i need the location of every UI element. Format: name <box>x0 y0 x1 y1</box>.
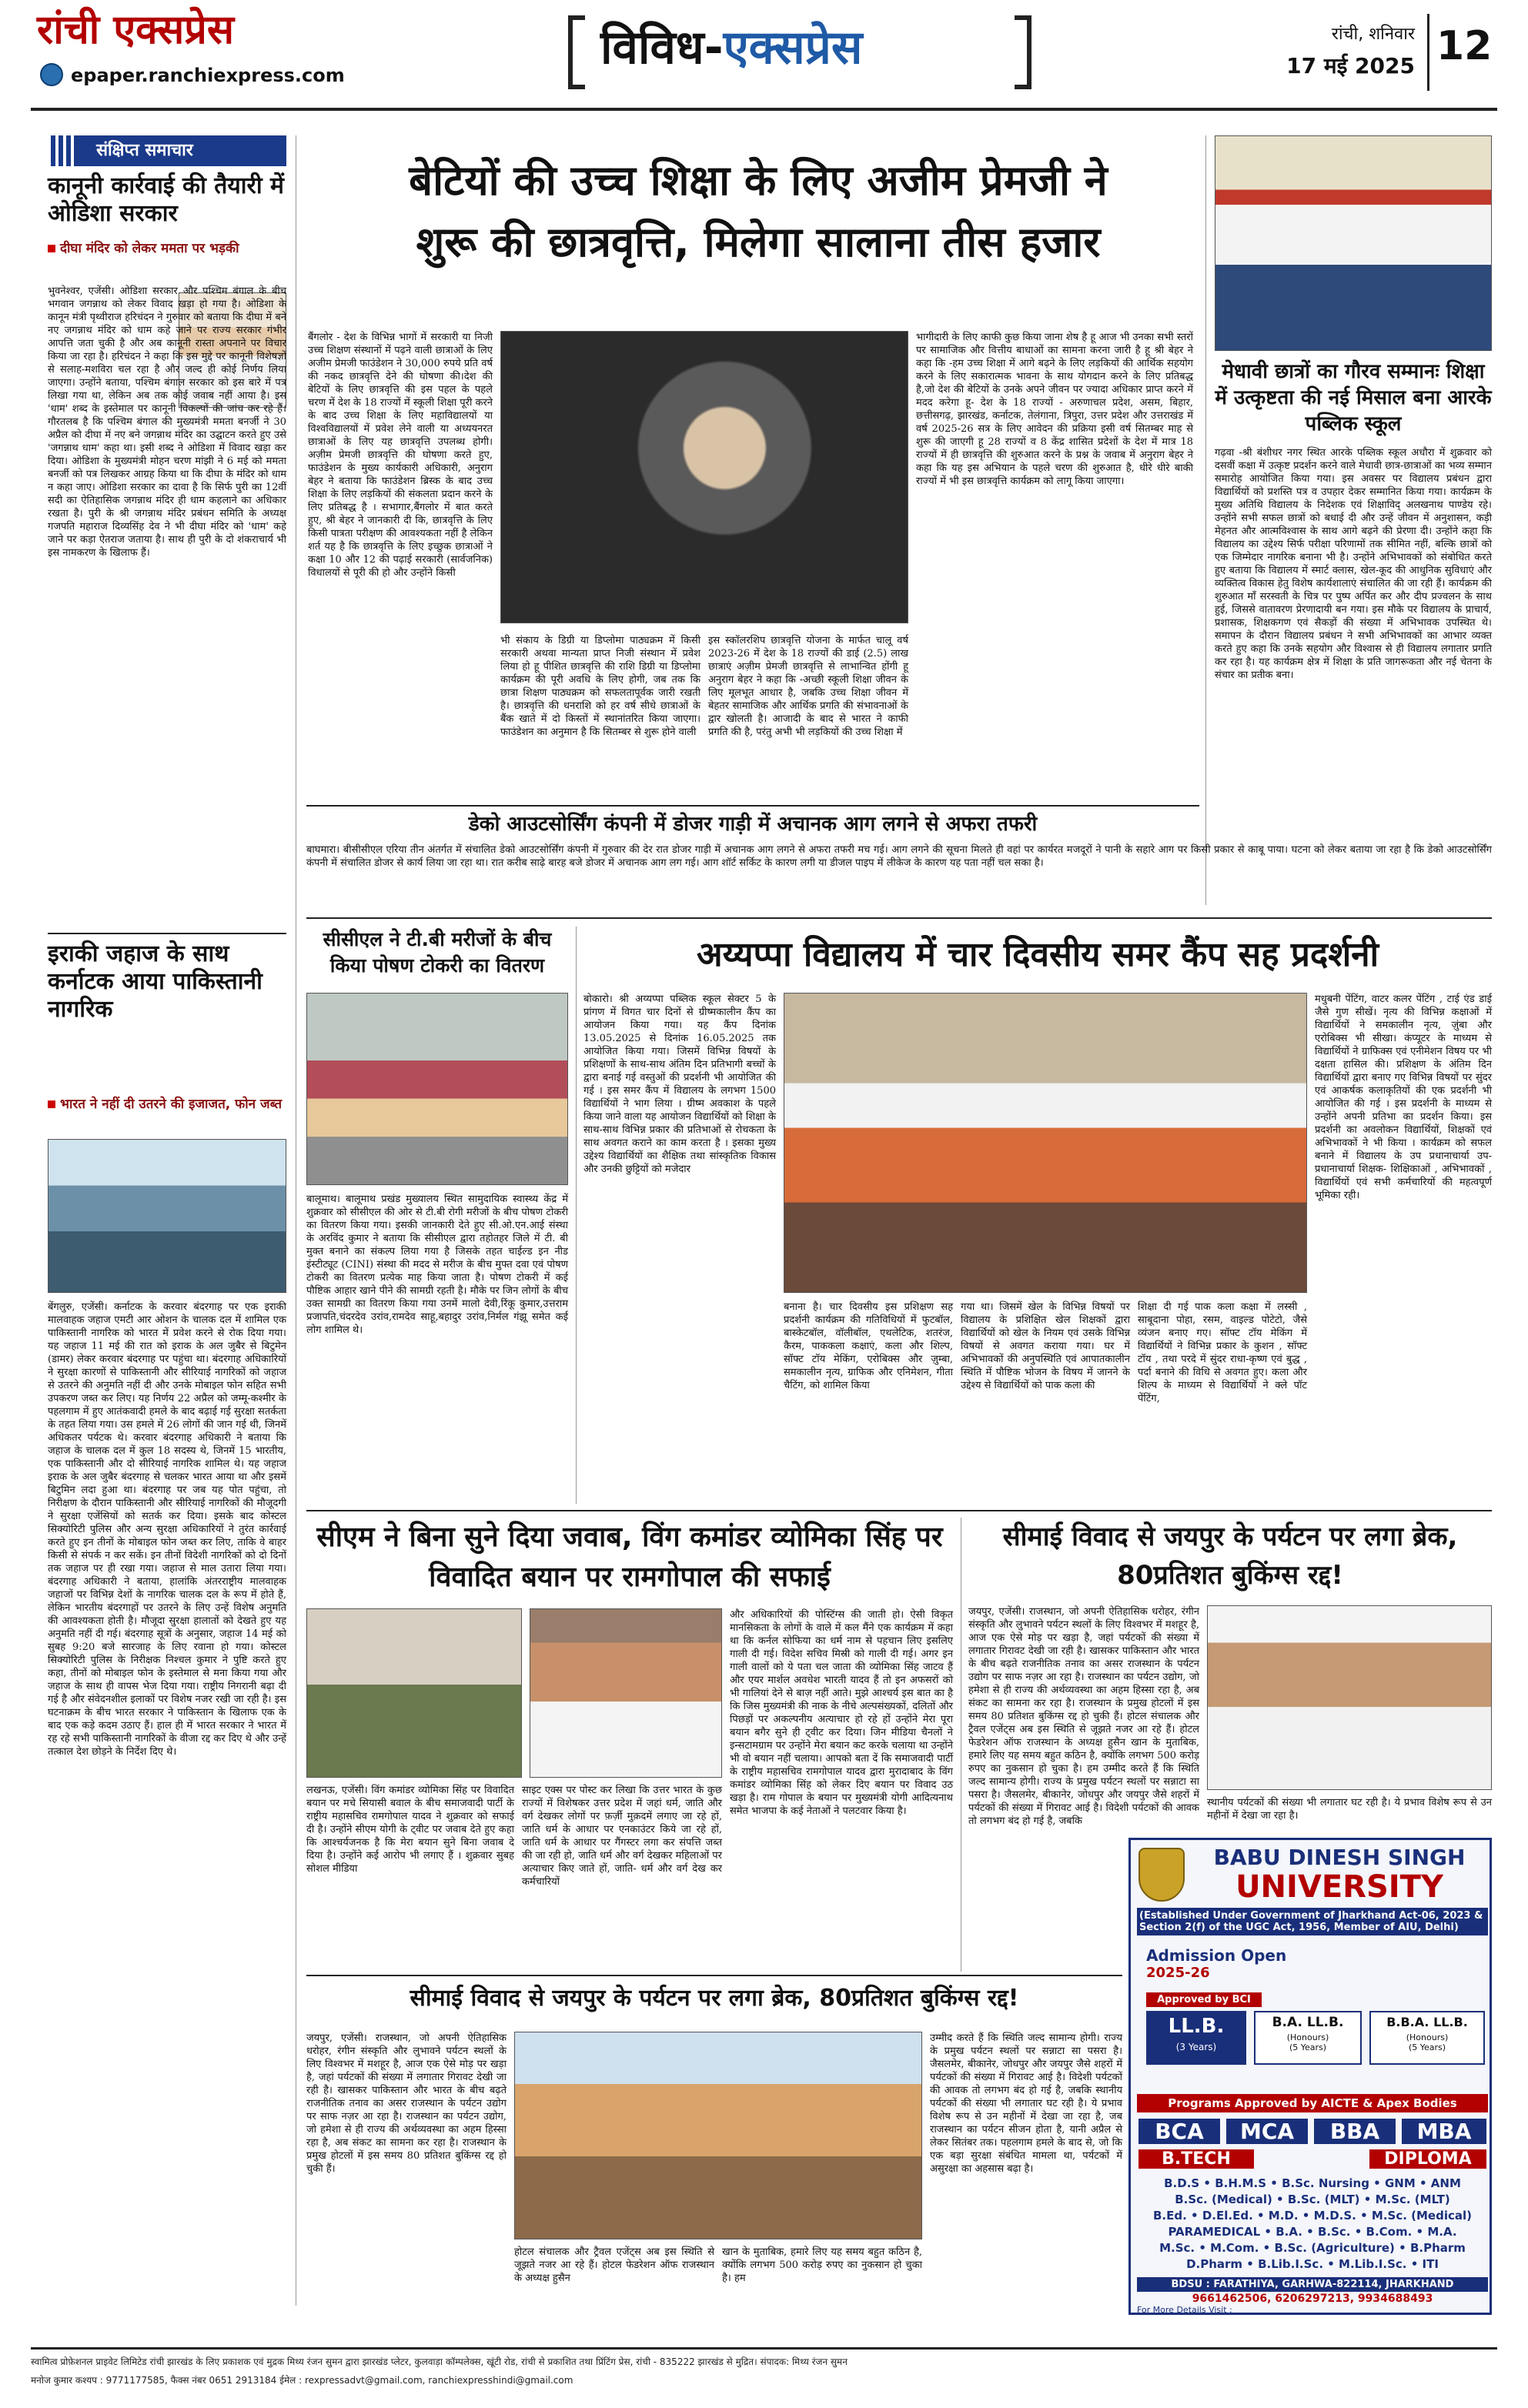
section-prefix: विविध- <box>600 21 724 75</box>
vyomika-column-2: साइट एक्स पर पोस्ट कर लिखा कि उत्तर भारत के कुछ राज्यों में विशेषकर उत्तर प्रदेश में जहां धर्म, जाति और वर्ग देखकर लोगों पर फ़र्ज़ी मुक़दमें लगाए जा रहे हों, जाति धर्म के आधार पर एनकाउंटर किये जा रहे हों, जाति धर्म के आधार पर गैंगस्टर लगा कर संपत्ति जब्त की जा रही हो, जाति धर्म और वर्ग देखकर महिलाओं पर अत्याचार किए जाते हों, जाति- धर्म और वर्ग देख कर कर्मचारियों <box>522 1785 726 1888</box>
ayyappa-column-1: बोकारो। श्री अय्यप्पा पब्लिक स्कूल सेक्टर 5 के प्रांगण में विगत चार दिनों से ग्रीष्मकालीन कैंप का आयोजन किया गया। यह कैंप दिनांक 13.05.2025 से दिनांक 16.05.2025 तक आयोजित किया गया। जिसमें विभिन्न विषयों के प्रशिक्षणों के साथ-साथ अंतिम दिन प्रतिभागी बच्चों के द्वारा बनाई गई वस्तुओं की प्रदर्शनी भी आयोजित की गई । इस समर कैंप में विद्यालय के लगभग 1500 विद्यार्थियों ने भाग लिया । ग्रीष्म अवकाश के पहले किया जाने वाला यह आयोजन विद्यार्थियों को शिक्षा के साथ-साथ विभिन्न प्रकार की प्रतिभाओं से रोचकता के साथ अवगत कराने का काम करता है । इसका मुख्य उद्देश्य विद्यार्थियों का शैक्षिक तथा सांस्कृतिक विकास और उनकी छुट्टियों को मजेदार <box>583 994 780 1175</box>
vyomika-column-1: लखनऊ, एजेंसी। विंग कमांडर व्योमिका सिंह पर विवादित बयान पर मचे सियासी बवाल के बीच समाजवादी पार्टी के राष्ट्रीय महासचिव रामगोपाल यादव ने शुक्रवार को सफाई दी है। उन्होंने सीएम योगी के ट्वीट पर जवाब देते हुए कहा कि आश्चर्यजनक है कि मेरा बयान सुने बिना जवाब दे दिया है। उन्होंने कई आरोप भी लगाए हैं । शुक्रवार सुबह सोशल मीडिया <box>306 1785 518 1875</box>
ayyappa-column-4: शिक्षा दी गई पाक कला कक्षा में लस्सी , साबूदाना पोहा, रसम, वाइल्ड पोटेटो, जैसे व्यंजन बनाए गए। सॉफ्ट टॉय मेकिंग में विद्यार्थियों ने विभिन्न प्रकार के कुशन , सॉफ्ट टॉय , तथा परदे में सुंदर राधा-कृष्ण एवं बुद्ध , पर्दा बनाने की विधि से अवगत हुए। कला और शिल्प के माध्यम से विद्यार्थियों ने क्ले पॉट पेंटिंग, <box>1138 1301 1311 1404</box>
ballb-honours: (Honours) <box>1286 2032 1329 2042</box>
university-crest-icon <box>1138 1848 1185 1902</box>
rk-school-body: गढ़वा -श्री बंशीधर नगर स्थित आरके पब्लिक स्कूल अधौरा में शुक्रवार को दसवीं कक्षा में उत्कृष्ट प्रदर्शन करने वाले मेधावी छात्र-छात्राओं का भव्य सम्मान समारोह आयोजित किया गया। इस अवसर पर विद्यालय प्रबंधन द्वारा विद्यार्थियों को प्रशस्ति पत्र व उपहार देकर सम्मानित किया गया। कार्यक्रम के मुख्य अतिथि विद्यालय के निदेशक एवं शिक्षाविद् अलखनाथ पाण्डेय रहे। उन्होंने सभी सफल छात्रों को बधाई दी और उन्हें जीवन में अनुशासन, कड़ी मेहनत और आत्मविश्वास के साथ आगे बढ़ने की प्रेरणा दी। उन्होंने कहा कि विद्यालय का उद्देश्य सिर्फ परीक्षा परिणामों तक सीमित नहीं, बल्कि छात्रों को एक जिम्मेदार नागरिक बनाना भी है। उन्होंने अभिभावकों को संबोधित करते हुए बताया कि विद्यालय में स्मार्ट क्लास, खेल-कूद की आधुनिक सुविधाएं और व्यक्तित्व विकास हेतु विशेष कार्यशालाएं संचालित की जा रही हैं। कार्यक्रम की शुरुआत माँ सरस्वती के चित्र पर पुष्प अर्पित कर और दीप प्रज्वलन के साथ हुई, जिससे वातावरण प्रेरणादायी बन गया। इस मौके पर विद्यालय के प्राचार्य, प्रशासक, शिक्षकगण एवं सैकड़ों की संख्या में अभिभावक उपस्थित थे। समापन के दौरान विद्यालय प्रबंधन ने सभी अभिभावकों का आभार व्यक्त करते हुए कहा कि उनके सहयोग और विश्वास से ही विद्यालय लगातार प्रगति कर रहा है। यह कार्यक्रम क्षेत्र में शिक्षा के प्रति जागरूकता और नई चेतना के संचार का प्रतीक बना। <box>1215 447 1496 681</box>
ayyappa-column-5: मधुबनी पेंटिंग, वाटर कलर पेंटिंग , टाई एंड डाई जैसे गुण सीखें। नृत्य की विभिन्न कक्षाओं में विद्यार्थियों ने समकालीन नृत्य, ज़ुंबा और एरोबिक्स भी सीखा। कंप्यूटर के माध्यम से विद्यार्थियों ने ग्राफिक्स एवं एनीमेशन विषय पर भी दक्षता हासिल की। प्रशिक्षण के अंतिम दिन विद्यार्थियों द्वारा बनाए गए विभिन्न विषयों पर सुंदर एवं आकर्षक कलाकृतियों की एक प्रदर्शनी भी आयोजित की गई । इस प्रदर्शनी के माध्यम से उन्होंने अपनी प्रतिभा का प्रदर्शन किया। इस प्रदर्शनी का अवलोकन विद्यार्थियों, शिक्षकों एवं अभिभावकों ने भी किया । कार्यक्रम को सफल बनाने में विद्यालय के उप प्रधानाचार्या उप-प्रधानाचार्या शिक्षक- शिक्षिकाओं , अभिभावकों , विद्यार्थियों एवं सभी कर्मचारियों की महत्वपूर्ण भूमिका रही। <box>1315 994 1496 1201</box>
ballb-years: (5 Years) <box>1289 2042 1327 2052</box>
dateline-date: 17 मई 2025 <box>1286 53 1415 78</box>
epaper-url[interactable]: epaper.ranchiexpress.com <box>71 65 345 86</box>
fire-headline: डेको आउटसोर्सिंग कंपनी में डोजर गाड़ी में अचानक आग लगने से अफरा तफरी <box>468 813 1038 836</box>
program-mca: MCA <box>1226 2119 1308 2144</box>
page-number-divider <box>1427 14 1429 91</box>
simai-bottom-photo <box>514 2032 922 2239</box>
section-name: एक्सप्रेस <box>723 21 863 75</box>
lead-headline-line2: शुरू की छात्रवृत्ति, मिलेगा सालाना तीस हजार <box>416 218 1101 266</box>
simai-right-body: जयपुर, एजेंसी। राजस्थान, जो अपनी ऐतिहासिक धरोहर, रंगीन संस्कृति और लुभावने पर्यटन स्थलों के लिए विश्वभर में मशहूर है, आज एक ऐसे मोड़ पर खड़ा है, जहां पर्यटकों की संख्या में लगातार गिरावट देखी जा रही है। खासकर पाकिस्तान और भारत के बीच बढ़ते राजनीतिक तनाव का असर राजस्थान के पर्यटन उद्योग पर साफ नज़र आ रहा है। राजस्थान का पर्यटन उद्योग, जो हमेशा से ही राज्य की अर्थव्यवस्था का अहम हिस्सा रहा है, अब संकट का सामना कर रहा है। राजस्थान के प्रमुख होटलों में इस समय 80 प्रतिशत बुकिंग्स रद्द हो चुकी हैं। होटल संचालक और ट्रैवल एजेंट्स अब इस स्थिति से जूझते नजर आ रहे हैं। होटल फेडरेशन ऑफ राजस्थान के अध्यक्ष हुसैन खान के मुताबिक, हमारे लिए यह समय बहुत कठिन है, क्योंकि लगभग 500 करोड़ रुपए का नुकसान हो चुका है। हम उम्मीद करते हैं कि स्थिति जल्द सामान्य होगी। राज्य के प्रमुख पर्यटन स्थलों पर सन्नाटा सा पसरा है। जैसलमेर, बीकानेर, जोधपुर और जयपुर जैसे शहरों में पर्यटकों की संख्या में गिरावट आई है। विदेशी पर्यटकों की आवक तो लगभग बंद हो गई है, जबकि <box>968 1606 1203 1827</box>
university-name-1: BABU DINESH SINGH <box>1213 1845 1466 1870</box>
brief1-subheadline-text: दीघा मंदिर को लेकर ममता पर भड़की <box>60 241 239 256</box>
fire-body: बाघमारा। बीसीसीएल एरिया तीन अंतर्गत में संचालित डेको आउटसोर्सिंग कंपनी में गुरुवार की देर रात डोजर गाड़ी में अचानक आग लगने से अफरा तफरी मच गई। आग लगने की सूचना मिलते ही वहां पर कार्यरत मजदूरों ने पानी के सहारे आग पर किसी प्रकार से काबू पाया। घटना को लेकर बताया जा रहा है कि डेको आउटसोर्सिंग कंपनी में संचालित डोजर से कार्य लिया जा रहा था। रात करीब साढ़े बारह बजे डोजर में अचानक आग लग गई। आग शॉर्ट सर्किट के कारण लगी या डीजल पाइप में लीकेज के कारण यह पता नहीं चल सका है। <box>306 844 1496 869</box>
simai-bottom-headline: सीमाई विवाद से जयपुर के पर्यटन पर लगा ब्रेक, 80प्रतिशत बुकिंग्स रद्द! <box>410 1985 1019 2012</box>
brief2-subheadline-text: भारत ने नहीं दी उतरने की इजाजत, फोन जब्त <box>60 1097 283 1112</box>
cil-distribution-photo <box>306 993 568 1185</box>
program-bba: BBA <box>1314 2119 1396 2144</box>
vyomika-column-3: और अधिकारियों की पोस्टिंग्स की जाती हो। ऐसी विकृत मानसिकता के लोगों के वाले में कल मैंने एक कार्यक्रम में कहा था कि कर्नल सोफिया का धर्म नाम से पहचान लिए इसलिए गाली दी गई। विदेश सचिव मिस्री को गाली दी गई। अगर इन गाली वालों को ये पता चल जाता की व्योमिका सिंह जाटव हैं और एयर मार्शल अवधेश भारती यादव हैं तो इन अफसरों को भी गालियां देने से बाज़ नहीं आते। मुझे आश्चर्य इस बात का है कि जिस मुख्यमंत्री की नाक के नीचे अल्पसंख्यकों, दलितों और पिछड़ों पर अकल्पनीय अत्याचार हो रहे हों उन्होंने मेरा पूरा बयान बगैर सुने ही ट्वीट कर दिया। जिन मीडिया चैनलों ने इन्सटामग्राम पर उन्होंने मेरा बयान कट करके चलाया था उन्होंने भी वो बयान नहीं चलाया। आपको बता दें कि समाजवादी पार्टी के राष्ट्रीय महासचिव रामगोपाल यादव द्वारा मुरादाबाद के विंग कमांडर व्योमिका सिंह को लेकर दिए बयान पर विवाद उठ खड़ा है। राम गोपाल के बयान पर मुख्यमंत्री योगी आदित्यनाथ समेत भाजपा के कई नेताओं ने पलटवार किया है। <box>730 1609 957 1817</box>
simai-bottom-column-1: जयपुर, एजेंसी। राजस्थान, जो अपनी ऐतिहासिक धरोहर, रंगीन संस्कृति और लुभावने पर्यटन स्थलों के लिए विश्वभर में मशहूर है, आज एक ऐसे मोड़ पर खड़ा है, जहां पर्यटकों की संख्या में लगातार गिरावट देखी जा रही है। खासकर पाकिस्तान और भारत के बीच बढ़ते राजनीतिक तनाव का असर राजस्थान के पर्यटन उद्योग पर साफ नज़र आ रहा है। राजस्थान का पर्यटन उद्योग, जो हमेशा से ही राज्य की अर्थव्यवस्था का अहम हिस्सा रहा है, अब संकट का सामना कर रहा है। राजस्थान के प्रमुख होटलों में इस समय 80 प्रतिशत बुकिंग्स रद्द हो चुकी हैं। <box>306 2032 510 2175</box>
cil-body: बालूमाथ। बालूमाथ प्रखंड मुख्यालय स्थित सामुदायिक स्वास्थ्य केंद्र में शुक्रवार को सीसीएल की ओर से टी.बी रोगी मरीजों के बीच पोषण टोकरी का वितरण किया गया। इसकी जानकारी देते हुए सी.ओ.एन.आई संस्था के अरविंद कुमार ने बताया कि सीसीएल द्वारा तहोतहर जिले में टी. बी मुक्त बनाने का संकल्प लिया गया है जिसके तहत चाईल्ड इन नीड इंस्टीट्यूट (CINI) संस्था की मदद से मरीज के बीच मुफ्त दवा एवं पोषण टोकरी का वितरण प्रत्येक माह किया जाता है। पोषण टोकरी में कई पौष्टिक आहार खाने पीने की सामग्री रहती है। मौके पर जिन लोगों के बीच उक्त सामग्री का वितरण किया गया उनमें मालो देवी,रिंकू कुमार,उत्तराम प्रजापति,चंदरदेव उरांव,रामदेव साहू,बहादुर उरांव,निर्मल गंझू समेत कई लोग शामिल थे। <box>306 1194 572 1336</box>
section-bracket-left <box>568 15 585 89</box>
course-line-4: PARAMEDICAL • B.A. • B.Sc. • B.Com. • M.A. <box>1168 2225 1457 2239</box>
vyomika-officer-photo <box>306 1608 522 1778</box>
ayyappa-headline: अय्यप्पा विद्यालय में चार दिवसीय समर कैंप सह प्रदर्शनी <box>697 935 1379 974</box>
lead-column-2: भी संकाय के डिग्री या डिप्लोमा पाठ्यक्रम में किसी सरकारी अथवा मान्यता प्राप्त निजी संस्थान में प्रवेश लिया हो हू पीशित छात्रवृत्ति की राशि डिग्री या डिप्लोमा कार्यक्रम की पूरी अवधि के लिए होगी, जब तक कि छात्रा शिक्षण पाठ्यक्रम को सफलतापूर्वक जारी रखती है। छात्रवृत्ति की धनराशि को हर वर्ष सीधे छात्राओं के बैंक खाते में दो किस्तों में स्थानांतरित किया जाएगा। फाउंडेशन का अनुमान है कि सितम्बर से शुरू होने वाली <box>500 635 704 738</box>
logo-globe-icon <box>40 63 63 86</box>
lead-column-4: भागीदारी के लिए काफी कुछ किया जाना शेष है हू आज भी उनका सभी स्तरों पर सामाजिक और वित्तीय बाधाओं का सामना करना जारी है हू श्री बेहर ने कहा कि -हम उच्च शिक्षा में आगे बढ़ने के लिए लड़कियों की आर्थिक सहयोग करने के लिए सकारात्मक भावना के साथ योगदान करने के लिए प्रतिबद्ध है,जो देश की बेटियों के उनके अपने जीवन पर ज्यादा अधिकार प्राप्त करने में मदद करेगा हू- देश के 18 राज्यों - अरुणाचल प्रदेश, असम, बिहार, छत्तीसगढ़, झारखंड, कर्नाटक, तेलंगाना, त्रिपुरा, उत्तर प्रदेश और उत्तराखंड में वर्ष 2025-26 सत्र के लिए आवेदन की प्रक्रिया इसी वर्ष सितम्बर माह से शुरू की जाएगी हू 28 राज्यों व 8 केंद्र शासित प्रदेशों के देश में मात्र 18 राज्यों में ही छात्रवृत्ति की शुरुआत करने के प्रश्न के जवाब में अनुराग बेहर ने कहा कि यह इस अभियान के पहले चरण की शुरुआत है, धीरे धीरे बाकी राज्यों में भी इस छात्रवृत्ति कार्यक्रम को लागू किया जाएगा। <box>916 332 1197 487</box>
program-bca: BCA <box>1138 2119 1220 2144</box>
masthead <box>0 0 1528 108</box>
fire-top-rule <box>306 805 1199 807</box>
newspaper-logo: रांची एक्सप्रेस <box>37 6 235 53</box>
llb-title: LL.B. <box>1168 2015 1225 2038</box>
ayyappa-students-photo <box>784 993 1307 1293</box>
simai-right-headline: सीमाई विवाद से जयपुर के पर्यटन पर लगा ब्रेक, 80प्रतिशत बुकिंग्स रद्द! <box>1002 1521 1458 1591</box>
llb-course <box>1146 2011 1246 2065</box>
simai-right-photo <box>1207 1605 1492 1790</box>
ayyappa-column-2: बनाना है। चार दिवसीय इस प्रशिक्षण सह प्रदर्शनी कार्यक्रम की गतिविधियों में फुटबॉल, बास्केटबॉल, वॉलीबॉल, एथलेटिक, शतरंज, कैरम, पाककला कक्षाएं, कला और शिल्प, सॉफ्ट टॉय मेकिंग, एरोबिक्स और ज़ुम्बा, समकालीन नृत्य, ग्राफिक और एनिमेशन, गीता चैटिंग, को शामिल किया <box>784 1301 957 1391</box>
lead-column-1: बैंगलोर - देश के विभिन्न भागों में सरकारी या निजी उच्च शिक्षण संस्थानों में पढ़ने वाली छात्राओं के लिए अजीम प्रेमजी फाउंडेशन ने 30,000 रुपये प्रति वर्ष की नकद छात्रवृत्ति देने की घोषणा की।देश की बेटियों के लिए छात्रवृत्ति की इस पहल के पहले चरण में देश के 18 राज्यों में स्कूली शिक्षा पूरी करने के बाद उच्च शिक्षा के लिए महाविद्यालयों या विश्वविद्यालयों में प्रवेश लेने वाली या अध्ययनरत छात्राओं के लिए यह छात्रवृत्ति उपलब्ध होगी। अज़ीम प्रेमजी छात्रवृत्ति की घोषणा करते हुए, फाउंडेशन के मुख्य कार्यकारी अधिकारी, अनुराग बेहर ने बताया कि फाउंडेशन ब्रिस्क के बाद उच्च शिक्षा के लिए लड़कियों की संकलता प्रदान करने के लिए प्रतिबद्ध है । सभागार,बैंगलोर में बात करते हुए, श्री बेहर ने जानकारी दी कि, छात्रवृत्ति के लिए किसी पात्रता परीक्षण की आवश्यकता नहीं है लेकिन शर्त यह है कि छात्रवृत्ति के लिए इच्छुक छात्राओं ने कक्षा 10 और 12 की पढ़ाई सरकारी (सार्वजनिक) विधालयों से पूरी की हो और उन्होंने किसी <box>308 332 497 579</box>
lead-speaker-photo <box>500 331 908 623</box>
course-list <box>1138 2176 1486 2273</box>
university-phones[interactable]: 9661462506, 6206297213, 9934688493 <box>1192 2293 1433 2305</box>
brief2-headline: इराकी जहाज के साथ कर्नाटक आया पाकिस्तानी नागरिक <box>48 940 262 1023</box>
footer-imprint: स्वामित्व प्रोफ़ेशनल प्राइवेट लिमिटेड रांची झारखंड के लिए प्रकाशक एवं मुद्रक मिथ्य रंजन सुमन द्वारा झारखंड प्लेटर, कुलवाड़ा कॉम्पलेक्स, खूंटी रोड, रांची से प्रकाशित तथा प्रिंटिंग प्रेस, रांची - 835222 झारखंड से मुद्रित। संपादक: मिथ्य रंजन सुमन <box>31 2356 848 2367</box>
bci-approval: Approved by BCI <box>1146 1992 1262 2007</box>
briefs-label <box>48 135 286 166</box>
ballb-title: B.A. LL.B. <box>1272 2015 1344 2030</box>
brief1-subheadline <box>48 239 286 256</box>
program-btech: B.TECH <box>1138 2149 1254 2169</box>
admission-open: Admission Open <box>1146 1946 1287 1965</box>
lead-right-rule <box>1205 135 1206 905</box>
bullet-icon <box>48 1100 55 1108</box>
bballb-years: (5 Years) <box>1408 2042 1446 2052</box>
university-more-details: For More Details Visit : <box>1137 2305 1232 2315</box>
course-line-3: B.Ed. • D.El.Ed. • M.D. • M.D.S. • M.Sc. (Medical) <box>1153 2209 1472 2223</box>
admission-session: 2025-26 <box>1146 1965 1210 1981</box>
brief2-body: बेंगलुरु, एजेंसी। कर्नाटक के करवार बंदरगाह पर एक इराकी मालवाहक जहाज एमटी आर ओशन के चालक दल में शामिल एक पाकिस्तानी नागरिक को भारत में प्रवेश करने से रोक दिया गया। यह जहाज 11 मई की रात को इराक के अल जुबैर से बिटुमेन (डामर) लेकर करवार बंदरगाह पर पहुंचा था। बंदरगाह अधिकारियों ने सुरक्षा कारणों से पाकिस्तानी और सीरियाई नागरिकों को जहाज से उतरने की अनुमति नहीं दी और उनके मोबाइल फोन सहित सभी उपकरण जब्त कर लिए। यह निर्णय 22 अप्रैल को जम्मू-कश्मीर के पहलगाम में हुए आतंकवादी हमले के बाद बढ़ाई गई सुरक्षा सतर्कता के तहत लिया गया। उस हमले में 26 लोगों की जान गई थी, जिनमें अधिकतर पर्यटक थे। करवार बंदरगाह अधिकारी ने बताया कि जहाज के चालक दल में कुल 18 सदस्य थे, जिनमें 15 भारतीय, एक पाकिस्तानी और दो सीरियाई नागरिक शामिल थे। यह जहाज इराक के अल जुबैर बंदरगाह से चलकर भारत आया था और इसमें बिटुमिन लदा हुआ था। बंदरगाह पर जब यह पोत पहुंचा, तो निरीक्षण के दौरान पाकिस्तानी और सीरियाई नागरिकों की मौजूदगी ने सुरक्षा एजेंसियों को सतर्क कर दिया। इसके बाद कोस्टल सिक्योरिटी पुलिस और अन्य सुरक्षा अधिकारियों ने तुरंत कार्रवाई करते हुए इन तीनों के मोबाइल फोन जब्त कर लिए, ताकि वे बाहर किसी से संपर्क न कर सकें। इन तीनों विदेशी नागरिकों को दो दिनों तक जहाज पर ही रखा गया। जहाज से माल उतारा लिया गया। बंदरगाह अधिकारी ने बताया, हालांकि अंतरराष्ट्रीय मालवाहक जहाजों पर विभिन्न देशों के नागरिक चालक दल के रूप में होते हैं, लेकिन भारतीय बंदरगाहों पर उतरने के लिए उन्हें विशेष अनुमति की आवश्यकता होती है। मौजूदा सुरक्षा हालातों को देखते हुए यह अनुमति नहीं दी गई। बंदरगाह सूत्रों के अनुसार, जहाज 14 मई को सुबह 9:20 बजे सारजाह के लिए रवाना हो गया। कोस्टल सिक्योरिटी पुलिस के निरीक्षक निश्चल कुमार ने पुष्टि करते हुए कहा, तीनों को मोबाइल फोन के इस्तेमाल से मना किया गया और जहाज के साथ ही वापस भेज दिया गया। राष्ट्रीय निगरानी बढ़ा दी गई है और संवेदनशील इलाकों पर विशेष नजर रखी जा रही है। इस घटनाक्रम के बीच भारत सरकार ने पाकिस्तान के खिलाफ एक के बाद एक कड़े कदम उठाए हैं। हाल ही में भारत सरकार ने भारत में रह रहे सभी पाकिस्तानी नागरिकों के वीजा रद्द कर दिए थे और उन्हें तत्काल देश छोड़ने के निर्देश दिए थे। <box>48 1301 290 1758</box>
university-address: BDSU : FARATHIYA, GARHWA-822114, JHARKHAND <box>1137 2277 1488 2292</box>
page-number: 12 <box>1436 23 1493 69</box>
brief-divider <box>48 933 286 934</box>
aicte-banner: Programs Approved by AICTE & Apex Bodies <box>1137 2094 1488 2112</box>
simai-bottom-column-4: उम्मीद करते हैं कि स्थिति जल्द सामान्य होगी। राज्य के प्रमुख पर्यटन स्थलों पर सन्नाटा सा पसरा है। जैसलमेर, बीकानेर, जोधपुर और जयपुर जैसे शहरों में पर्यटकों की संख्या में गिरावट आई है। विदेशी पर्यटकों की आवक तो लगभग बंद हो गई है, जबकि स्थानीय पर्यटकों की संख्या भी लगातार घट रही है। ये प्रभाव विशेष रूप से उन महीनों में देखा जा रहा है, जब राजस्थान का पर्यटन सीजन होता है, यानी अप्रैल से लेकर सितंबर तक। पहलगाम हमले के बाद से, जो कि एक बड़ा सुरक्षा संबंधित मामला था, पर्यटकों में असुरक्षा का अहसास बढ़ा है। <box>930 2032 1126 2175</box>
rk-school-headline: मेधावी छात्रों का गौरव सम्मानः शिक्षा में उत्कृष्टता की नई मिसाल बना आरके पब्लिक स्कूल <box>1215 360 1492 436</box>
lead-column-3: इस स्कॉलरशिप छात्रवृत्ति योजना के मार्फत चालू वर्ष 2023-26 में देश के 18 राज्यों की डाई (2.5) लाख छात्राएं अज़ीम प्रेमजी छात्रवृत्ति से लाभान्वित होंगी हू अनुराग बेहर ने कहा कि -अच्छी स्कूली शिक्षा जीवन के लिए मूलभूत आधार है, जबकि उच्च शिक्षा जीवन में बेहतर सामाजिक और आर्थिक प्रगति की संभावनाओं के द्वार खोलती है। आजादी के बाद से भारत ने काफी प्रगति की है, परंतु अभी भी लड़कियों की उच्च शिक्षा में <box>708 635 912 738</box>
rk-school-photo <box>1215 135 1492 351</box>
brief1-body: भुवनेश्वर, एजेंसी। ओडिशा सरकार और पश्चिम बंगाल के बीच भगवान जगन्नाथ को लेकर विवाद खड़ा हो गया है। ओडिशा के कानून मंत्री पृथ्वीराज हरिचंदन ने गुरुवार को बताया कि दीघा में बने नए जगन्नाथ मंदिर को धाम कहे जाने पर राज्य सरकार गंभीर आपत्ति जता चुकी है और अब कानूनी रास्ता अपनाने पर विचार किया जा रहा है। हरिचंदन ने कहा कि इस मुद्दे पर कानूनी विशेषज्ञों से सलाह-मशविरा चल रहा है और जल्द ही कोई निर्णय लिया जाएगा। उन्होंने बताया, पश्चिम बंगाल सरकार को इस बारे में पत्र लिखा गया था, लेकिन अब तक कोई जवाब नहीं आया है। इस 'धाम' शब्द के इस्तेमाल पर कानूनी विकल्पों की जांच कर रहे हैं। गौरतलब है कि पश्चिम बंगाल की मुख्यमंत्री ममता बनर्जी ने 30 अप्रैल को दीघा में नए बने जगन्नाथ मंदिर का उद्घाटन करते हुए उसे 'जगन्नाथ धाम' कहा था। इसी शब्द ने ओडिशा में विवाद खड़ा कर दिया। ओडिशा के मुख्यमंत्री मोहन चरण मांझी ने 6 मई को ममता बनर्जी को पत्र लिखकर आग्रह किया था कि दीघा के मंदिर को धाम न कहा जाए। ओडिशा सरकार का दावा है कि सिर्फ पुरी का 12वीं सदी का ऐतिहासिक जगन्नाथ मंदिर ही धाम कहलाने का अधिकार रखता है। पुरी के श्री जगन्नाथ मंदिर प्रबंधन समिति के अध्यक्ष गजपति महाराज दिव्यसिंह देव ने भी दीघा मंदिर को 'धाम' कहे जाने पर कड़ा ऐतराज जताया है। साथ ही पुरी के दो शंकराचार्य भी इस नामकरण के खिलाफ हैं। <box>48 286 290 559</box>
footer-contact: मनोज कुमार कश्यप : 9771177585, फैक्स नंबर 0651 2913184 ईमेल : rexpressadvt@gmail.com, ranchiexpresshindi@gmail.com <box>31 2375 573 2386</box>
university-ad[interactable] <box>1128 1838 1492 2315</box>
university-name-2: UNIVERSITY <box>1235 1869 1443 1905</box>
simai-bottom-column-3: खान के मुताबिक, हमारे लिए यह समय बहुत कठिन है, क्योंकि लगभग 500 करोड़ रुपए का नुकसान हो चुका है। हम <box>722 2246 926 2284</box>
dateline-place: रांची, शनिवार <box>1331 25 1415 44</box>
bullet-icon <box>48 245 55 252</box>
course-line-6: D.Pharm • B.Lib.I.Sc. • M.Lib.I.Sc. • ITI <box>1186 2257 1439 2271</box>
cil-headline: सीसीएल ने टी.बी मरीजों के बीच किया पोषण टोकरी का वितरण <box>323 928 552 977</box>
simai-right-caption: स्थानीय पर्यटकों की संख्या भी लगातार घट रही है। ये प्रभाव विशेष रूप से उन महीनों में देखा जा रहा है। <box>1207 1797 1496 1822</box>
briefs-stripe-icon <box>48 135 79 166</box>
brief1-headline: कानूनी कार्रवाई की तैयारी में ओडिशा सरकार <box>48 172 284 227</box>
vyomika-headline: सीएम ने बिना सुने दिया जवाब, विंग कमांडर व्योमिका सिंह पर विवादित बयान पर रामगोपाल की सफाई <box>316 1521 943 1593</box>
cil-right-rule <box>576 927 577 1504</box>
lead-headline-line1: बेटियों की उच्च शिक्षा के लिए अजीम प्रेमजी ने <box>409 156 1108 205</box>
ballb-course <box>1254 2011 1362 2065</box>
bballb-course <box>1369 2011 1485 2065</box>
section-bracket-right <box>1015 15 1031 89</box>
simai-bottom-top-rule <box>306 1975 1122 1976</box>
bballb-honours: (Honours) <box>1406 2032 1449 2042</box>
program-mba: MBA <box>1402 2119 1486 2144</box>
briefs-label-text: संक्षिप्त समाचार <box>96 141 193 160</box>
program-diploma: DIPLOMA <box>1369 2149 1486 2169</box>
course-line-5: M.Sc. • M.Com. • B.Sc. (Agriculture) • B.Pharm <box>1159 2241 1466 2255</box>
ramgopal-photo <box>530 1608 722 1778</box>
brief2-ship-photo <box>48 1139 286 1293</box>
ayyappa-column-3: गया था। जिसमें खेल के विभिन्न विषयों पर विद्यालय के प्रशिक्षित खेल शिक्षकों द्वारा विद्यार्थियों को खेल के नियम एवं उसके विभिन्न विषयों से अवगत कराया गया। घर में अभिभावकों की अनुपस्थिति एवं आपातकालीन स्थिति में पौष्टिक भोजन के विषय में जानने के उद्देश्य से विद्यार्थियों को पाक कला की <box>961 1301 1134 1391</box>
course-line-1: B.D.S • B.H.M.S • B.Sc. Nursing • GNM • ANM <box>1164 2176 1461 2190</box>
footer-rule <box>31 2347 1497 2350</box>
simai-bottom-column-2: होटल संचालक और ट्रैवल एजेंट्स अब इस स्थिति से जूझते नजर आ रहे हैं। होटल फेडरेशन ऑफ राजस्थान के अध्यक्ष हुसैन <box>514 2246 718 2284</box>
masthead-rule <box>31 108 1497 111</box>
university-establishment: (Established Under Government of Jharkhand Act-06, 2023 & Section 2(f) of the UGC Act, 1956, Member of AIU, Delhi) <box>1137 1908 1488 1935</box>
brief2-subheadline <box>48 1094 286 1112</box>
section-title <box>600 17 1062 78</box>
llb-years: (3 Years) <box>1175 2042 1217 2052</box>
course-line-2: B.Sc. (Medical) • B.Sc. (MLT) • M.Sc. (MLT) <box>1175 2193 1450 2206</box>
mid-rule <box>306 1510 1492 1511</box>
fire-bottom-rule <box>306 917 1492 919</box>
bballb-title: B.B.A. LL.B. <box>1386 2015 1468 2029</box>
